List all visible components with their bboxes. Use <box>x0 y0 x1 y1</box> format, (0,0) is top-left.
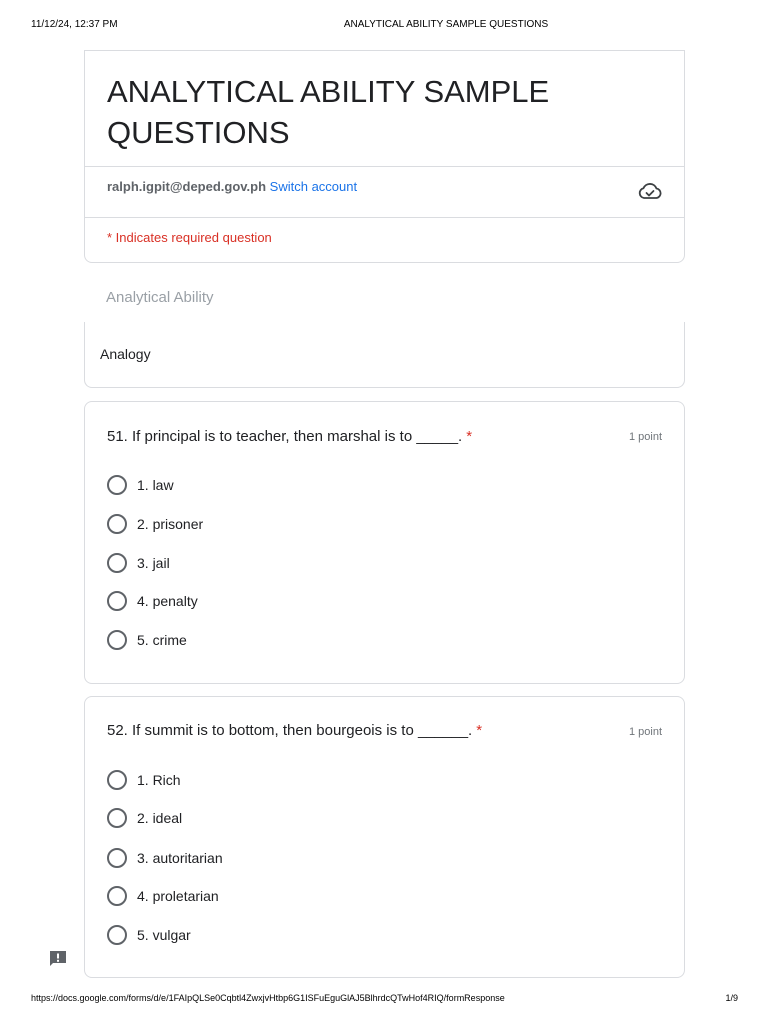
radio-button[interactable] <box>107 630 127 650</box>
radio-option[interactable] <box>107 807 182 829</box>
radio-option[interactable] <box>107 885 219 907</box>
option-label: 1. law <box>137 477 174 493</box>
option-label: 2. prisoner <box>137 516 204 532</box>
radio-button[interactable] <box>107 770 127 790</box>
radio-option[interactable] <box>107 629 187 651</box>
question-text <box>107 428 472 445</box>
question-title: 52. If summit is to bottom, then bourgeois is to ______. <box>107 722 473 739</box>
question-card <box>84 696 685 978</box>
page-number: 1/9 <box>725 993 738 1003</box>
section-description: Analogy <box>100 346 151 362</box>
radio-option[interactable] <box>107 847 223 869</box>
account-row <box>107 179 357 194</box>
radio-option[interactable] <box>107 924 191 946</box>
form-title: ANALYTICAL ABILITY SAMPLE QUESTIONS <box>107 74 550 150</box>
divider <box>85 217 684 218</box>
form-header-card <box>84 50 685 263</box>
section-title: Analytical Ability <box>106 289 214 306</box>
option-label: 5. vulgar <box>137 927 191 943</box>
required-asterisk: * <box>476 722 483 739</box>
option-label: 2. ideal <box>137 810 183 826</box>
required-note: * Indicates required question <box>107 230 272 245</box>
radio-option[interactable] <box>107 552 170 574</box>
radio-button[interactable] <box>107 808 127 828</box>
radio-button[interactable] <box>107 925 127 945</box>
section-card <box>84 322 685 388</box>
option-label: 3. autoritarian <box>137 850 223 866</box>
print-footer <box>0 993 768 1007</box>
required-asterisk: * <box>466 428 473 445</box>
option-label: 1. Rich <box>137 772 181 788</box>
question-card <box>84 401 685 684</box>
radio-option[interactable] <box>107 474 174 496</box>
feedback-icon[interactable] <box>48 949 68 969</box>
option-label: 5. crime <box>137 632 187 648</box>
question-title: 51. If principal is to teacher, then marshal is to _____. <box>107 428 463 445</box>
question-points: 1 point <box>628 726 662 738</box>
radio-button[interactable] <box>107 475 127 495</box>
radio-button[interactable] <box>107 553 127 573</box>
account-email: ralph.igpit@deped.gov.ph <box>107 179 267 194</box>
print-timestamp: 11/12/24, 12:37 PM <box>31 19 118 30</box>
option-label: 4. proletarian <box>137 888 219 904</box>
question-text <box>107 722 482 739</box>
radio-button[interactable] <box>107 514 127 534</box>
option-label: 3. jail <box>137 555 170 571</box>
cloud-check-icon[interactable] <box>638 181 662 201</box>
radio-option[interactable] <box>107 769 181 791</box>
print-header <box>0 19 768 33</box>
radio-button[interactable] <box>107 886 127 906</box>
question-points: 1 point <box>628 431 662 443</box>
divider <box>85 166 684 167</box>
radio-button[interactable] <box>107 848 127 868</box>
radio-button[interactable] <box>107 591 127 611</box>
option-label: 4. penalty <box>137 593 198 609</box>
print-doc-title: ANALYTICAL ABILITY SAMPLE QUESTIONS <box>343 19 549 30</box>
radio-option[interactable] <box>107 590 198 612</box>
radio-option[interactable] <box>107 513 203 535</box>
switch-account-link[interactable]: Switch account <box>269 179 358 194</box>
print-url: https://docs.google.com/forms/d/e/1FAIpQLSe0Cqbtl4ZwxjvHtbp6G1ISFuEguGlAJ5BlhrdcQTwHof4RIQ/formResponse <box>31 993 505 1003</box>
